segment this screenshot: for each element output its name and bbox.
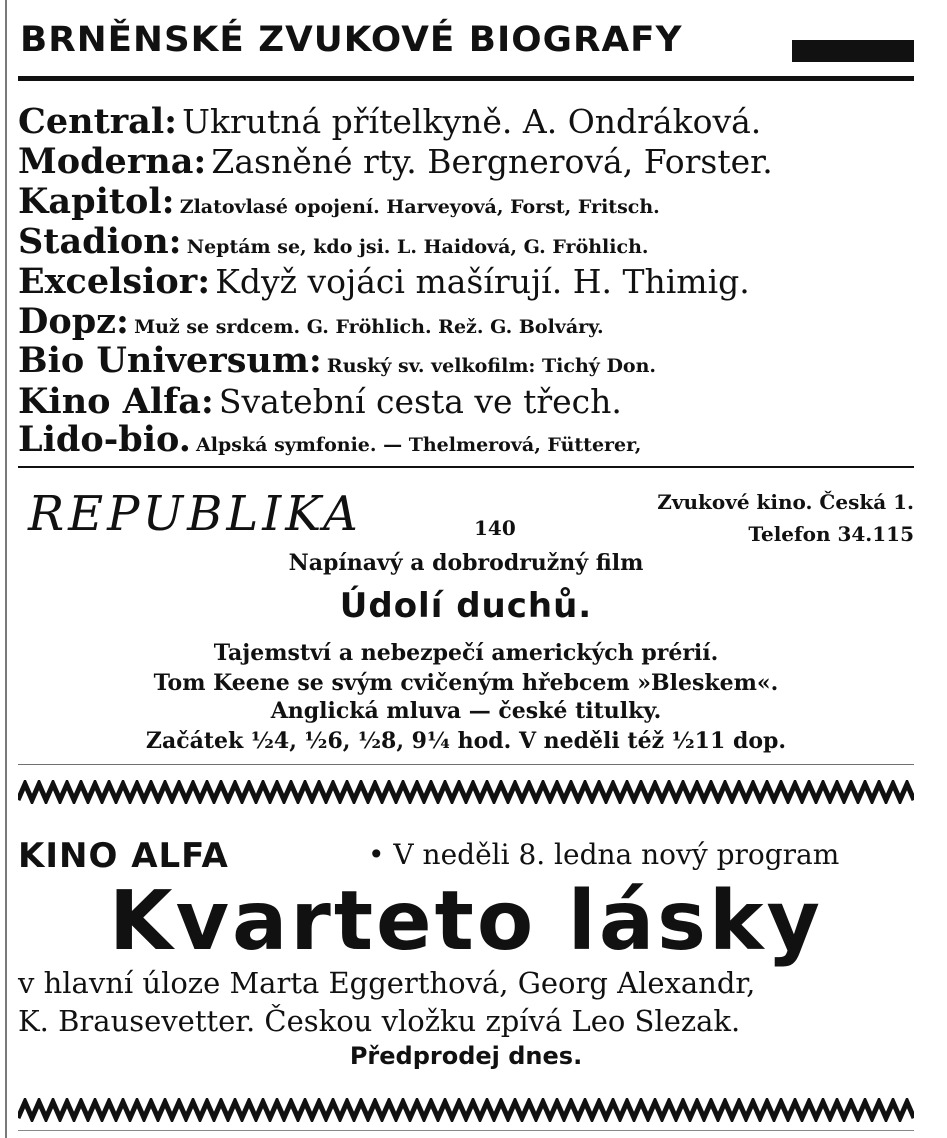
film-title: Neptám se, kdo jsi. L. Haidová, G. Fröhlich. <box>186 236 649 258</box>
republika-description-1: Tajemství a nebezpečí amerických prérií. <box>213 640 719 666</box>
film-title: Ruský sv. velkofilm: Tichý Don. <box>326 355 657 377</box>
republika-film-title: Údolí duchů. <box>339 586 593 626</box>
venue-name: Bio Universum: <box>18 340 322 381</box>
film-title: Muž se srdcem. G. Fröhlich. Rež. G. Bolváry. <box>134 316 604 338</box>
alfa-cast-2: K. Brausevetter. Českou vložku zpívá Leo Slezak. <box>18 1004 741 1038</box>
republika-showtimes: Začátek ½4, ½6, ½8, 9¼ hod. V neděli též ½11 dop. <box>145 728 787 754</box>
section-title: BRNĚNSKÉ ZVUKOVÉ BIOGRAFY <box>20 20 683 60</box>
listing-stadion <box>18 221 649 262</box>
film-title: Zlatovlasé opojení. Harveyová, Forst, Fritsch. <box>179 196 660 218</box>
page-edge-line <box>5 0 7 1138</box>
listing-dopz <box>18 301 604 342</box>
listing-kino-alfa <box>18 381 622 422</box>
venue-name: Lido-bio. <box>18 419 191 460</box>
listing-lido-bio <box>18 419 642 460</box>
listing-kapitol <box>18 181 660 222</box>
zigzag-border-top <box>18 780 914 804</box>
venue-name: Dopz: <box>18 301 129 342</box>
republika-address: Zvukové kino. Česká 1. <box>657 490 914 514</box>
venue-name: Central: <box>18 101 178 142</box>
republika-title: REPUBLIKA <box>28 486 362 542</box>
alfa-lead: KINO ALFA <box>18 836 229 876</box>
alfa-cast-1: v hlavní úloze Marta Eggerthová, Georg Alexandr, <box>18 966 756 1000</box>
listings-divider <box>18 466 914 468</box>
listing-central <box>18 101 762 142</box>
republika-dotted-rule <box>18 764 914 765</box>
alfa-film-title: Kvarteto lásky <box>109 874 823 969</box>
header-black-bar <box>792 40 914 62</box>
film-title: Zasněné rty. Bergnerová, Forster. <box>211 142 773 181</box>
republika-description-2: Tom Keene se svým cvičeným hřebcem »Bleskem«. <box>153 670 779 696</box>
film-title: Svatební cesta ve třech. <box>218 382 622 421</box>
republika-description-3: Anglická mluva — české titulky. <box>270 698 662 724</box>
listing-bio-universum <box>18 340 657 381</box>
venue-name: Excelsior: <box>18 261 211 302</box>
listing-moderna <box>18 141 773 182</box>
venue-name: Moderna: <box>18 141 207 182</box>
bottom-rule <box>18 1130 914 1131</box>
alfa-announcement: • V neděli 8. ledna nový program <box>368 838 840 871</box>
zigzag-border-bottom <box>18 1098 914 1122</box>
film-title: Když vojáci mašírují. H. Thimig. <box>215 262 750 301</box>
venue-name: Kapitol: <box>18 181 175 222</box>
republika-address-cont: 140 <box>474 516 516 540</box>
venue-name: Kino Alfa: <box>18 381 214 422</box>
film-title: Alpská symfonie. — Thelmerová, Fütterer, <box>196 434 642 456</box>
film-title: Ukrutná přítelkyně. A. Ondráková. <box>182 102 762 141</box>
republika-phone: Telefon 34.115 <box>748 522 914 546</box>
listing-excelsior <box>18 261 750 302</box>
alfa-presale: Předprodej dnes. <box>349 1042 583 1070</box>
venue-name: Stadion: <box>18 221 182 262</box>
republika-tagline: Napínavý a dobrodružný film <box>288 550 644 576</box>
header-rule <box>18 76 914 81</box>
